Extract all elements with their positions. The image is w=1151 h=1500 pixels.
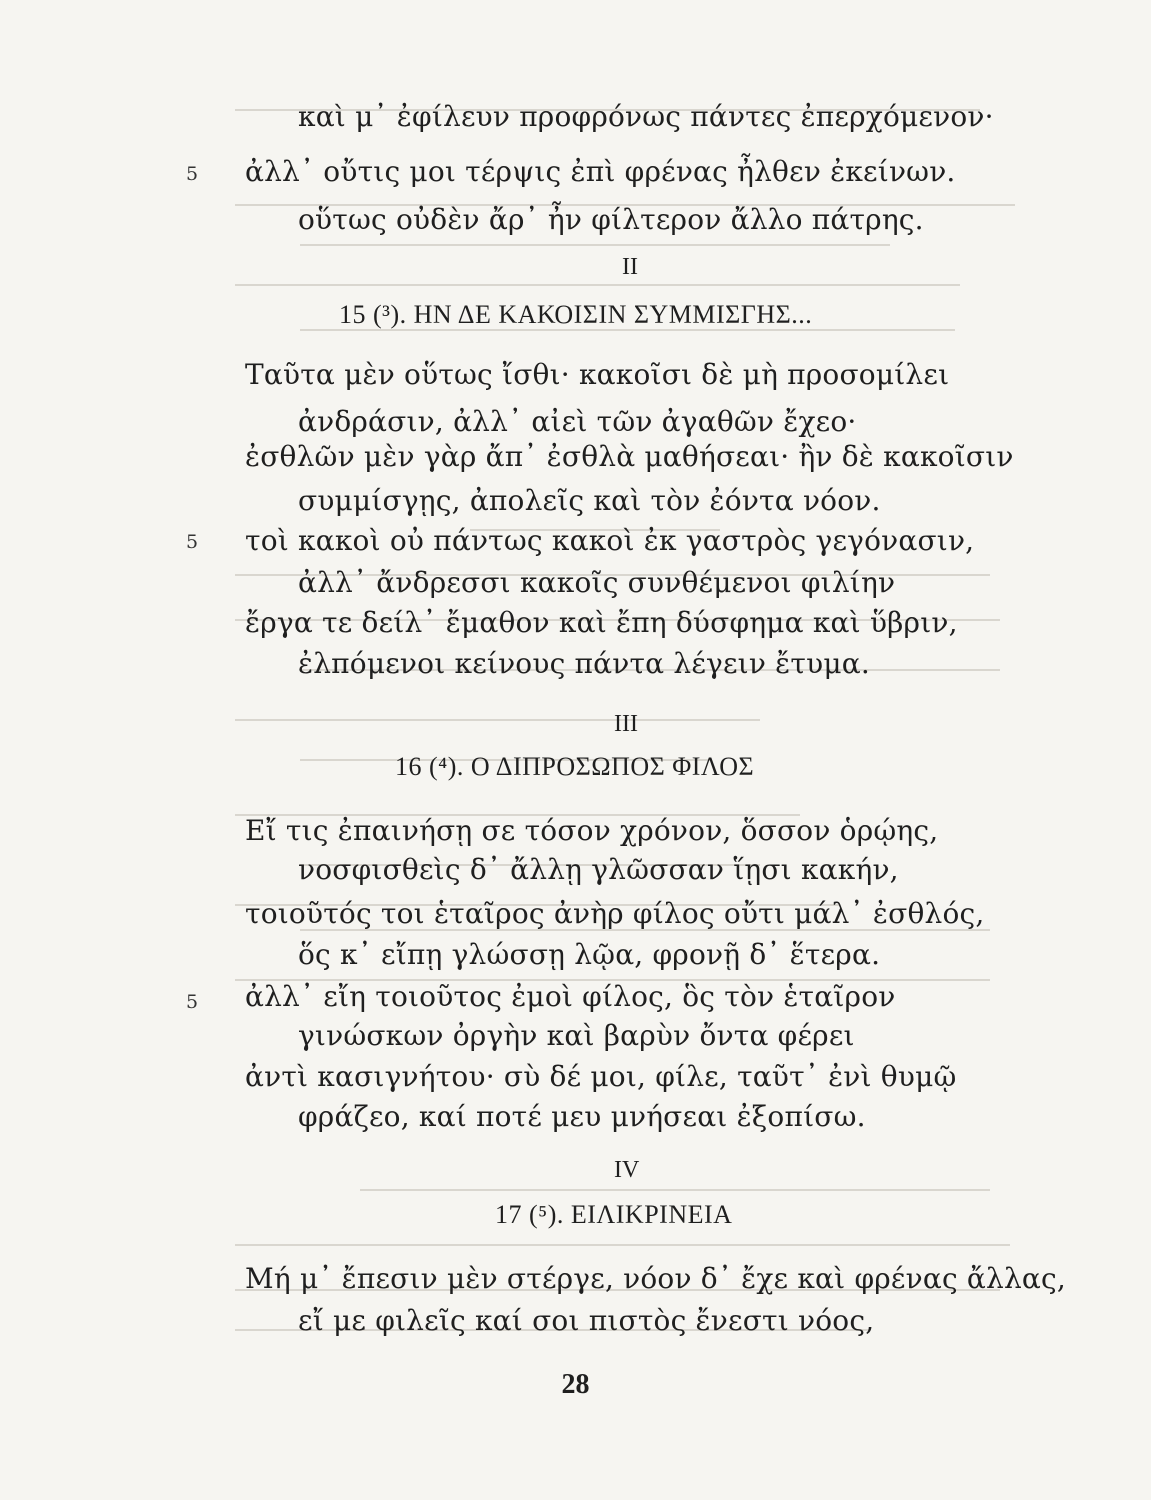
page-number: 28 xyxy=(561,1369,590,1400)
verse-line: καὶ μ᾽ ἐφίλευν προφρόνως πάντες ἐπερχόμενον· xyxy=(298,100,994,133)
verse-line: τοὶ κακοὶ οὐ πάντως κακοὶ ἐκ γαστρὸς γεγόνασιν, xyxy=(245,524,975,557)
verse-line: οὕτως οὐδὲν ἄρ᾽ ἦν φίλτερον ἄλλο πάτρης. xyxy=(298,203,924,236)
verse-line: ἐσθλῶν μὲν γὰρ ἄπ᾽ ἐσθλὰ μαθήσεαι· ἢν δὲ κακοῖσιν xyxy=(245,440,1014,473)
section-heading: 16 (⁴). Ο ΔΙΠΡΟΣΩΠΟΣ ΦΙΛΟΣ xyxy=(395,752,755,781)
section-numeral: IV xyxy=(614,1157,640,1183)
verse-line: τοιοῦτός τοι ἑταῖρος ἀνὴρ φίλος οὔτι μάλ᾽ ἐσθλός, xyxy=(245,897,985,930)
verse-line: νοσφισθεὶς δ᾽ ἄλλῃ γλῶσσαν ἵῃσι κακήν, xyxy=(298,853,899,886)
line-number: 5 xyxy=(186,991,199,1013)
section-numeral: II xyxy=(622,254,638,280)
verse-line: ἔργα τε δείλ᾽ ἔμαθον καὶ ἔπη δύσφημα καὶ ὕβριν, xyxy=(245,606,958,639)
verse-line: ἀλλ᾽ εἴη τοιοῦτος ἐμοὶ φίλος, ὃς τὸν ἑταῖρον xyxy=(245,980,896,1013)
verse-line: Ταῦτα μὲν οὕτως ἴσθι· κακοῖσι δὲ μὴ προσομίλει xyxy=(245,358,950,391)
section-numeral: III xyxy=(614,711,638,737)
verse-line: ἀλλ᾽ οὔτις μοι τέρψις ἐπὶ φρένας ἦλθεν ἐκείνων. xyxy=(245,155,956,188)
verse-line: εἴ με φιλεῖς καί σοι πιστὸς ἔνεστι νόος, xyxy=(298,1304,875,1337)
section-heading: 15 (³). ΗΝ ΔΕ ΚΑΚΟΙΣΙΝ ΣΥΜΜΙΣΓΗΣ... xyxy=(339,300,813,329)
verse-line: φράζεο, καί ποτέ μευ μνήσεαι ἐξοπίσω. xyxy=(298,1100,866,1133)
verse-line: Εἴ τις ἐπαινήσῃ σε τόσον χρόνον, ὅσσον ὁρῴης, xyxy=(245,814,939,847)
verse-line: ἐλπόμενοι κείνους πάντα λέγειν ἔτυμα. xyxy=(298,647,870,680)
verse-line: συμμίσγῃς, ἀπολεῖς καὶ τὸν ἐόντα νόον. xyxy=(298,484,881,517)
verse-line: γινώσκων ὀργὴν καὶ βαρὺν ὄντα φέρει xyxy=(298,1019,855,1052)
verse-line: ἀλλ᾽ ἄνδρεσσι κακοῖς συνθέμενοι φιλίην xyxy=(298,566,896,599)
line-number: 5 xyxy=(186,163,199,185)
verse-line: Μή μ᾽ ἔπεσιν μὲν στέργε, νόον δ᾽ ἔχε καὶ φρένας ἄλλας, xyxy=(245,1262,1067,1295)
verse-line: ἀνδράσιν, ἀλλ᾽ αἰεὶ τῶν ἀγαθῶν ἔχεο· xyxy=(298,405,857,438)
verse-line: ὅς κ᾽ εἴπῃ γλώσσῃ λῷα, φρονῇ δ᾽ ἕτερα. xyxy=(298,938,881,971)
verse-line: ἀντὶ κασιγνήτου· σὺ δέ μοι, φίλε, ταῦτ᾽ ἐνὶ θυμῷ xyxy=(245,1060,957,1093)
section-heading: 17 (⁵). ΕΙΛΙΚΡΙΝΕΙΑ xyxy=(495,1200,733,1229)
line-number: 5 xyxy=(186,531,199,553)
